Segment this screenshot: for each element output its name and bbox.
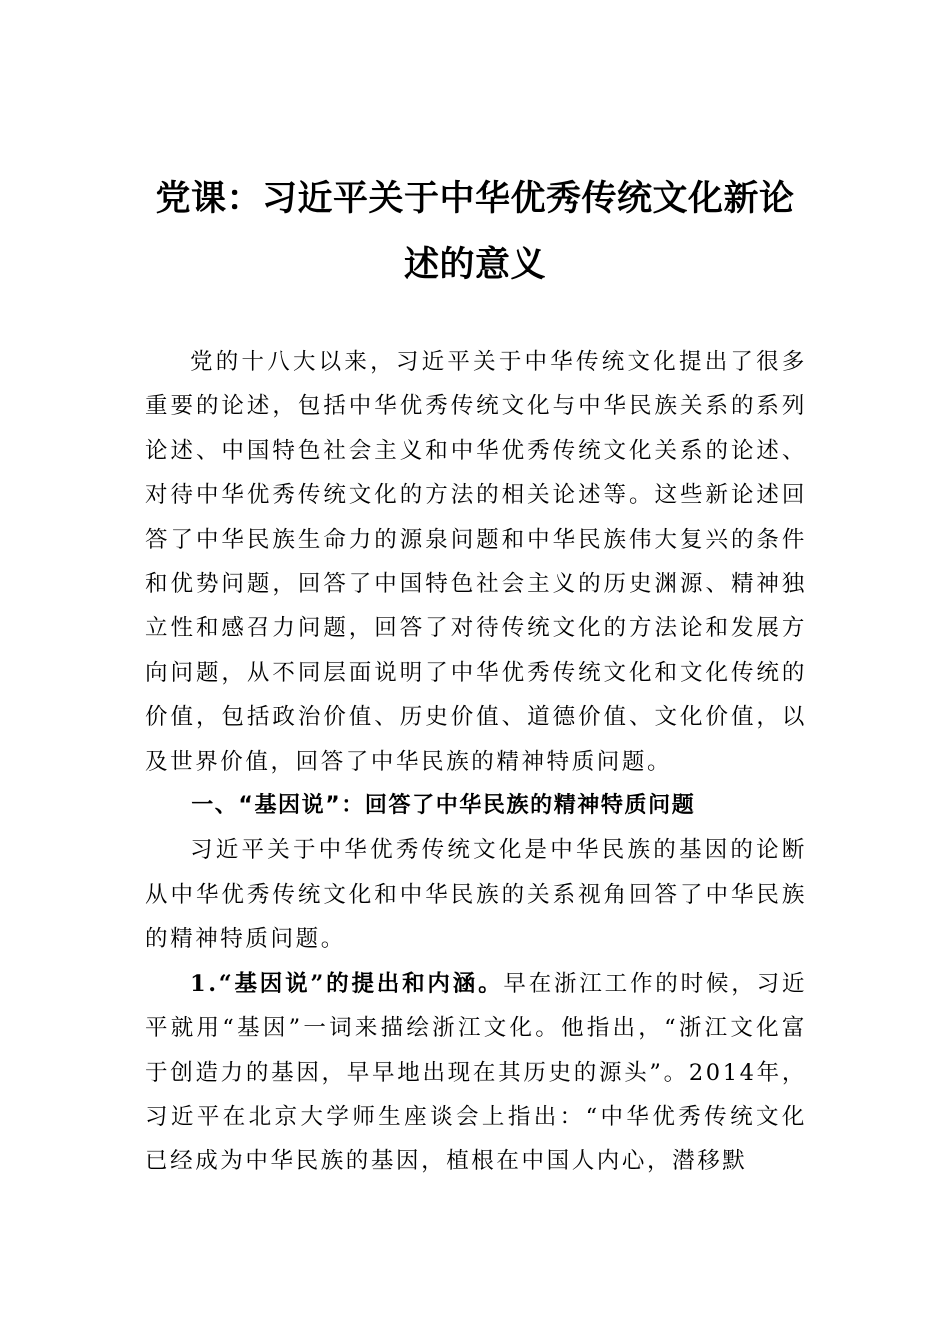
document-title (145, 166, 805, 298)
subsection-lead: 1.“基因说”的提出和内涵。 (190, 970, 504, 997)
document-body (145, 340, 807, 1184)
paragraph-gene-origin (145, 962, 807, 1184)
title-line-2: 述的意义 (403, 244, 546, 285)
title-line-1: 党课：习近平关于中华优秀传统文化新论 (155, 178, 795, 219)
section-heading-1: 一、“基因说”：回答了中华民族的精神特质问题 (191, 793, 696, 819)
paragraph-gene-origin-text: 早在浙江工作的时候，习近平就用“基因”一词来描绘浙江文化。他指出，“浙江文化富于创造力的基因，早早地出现在其历史的源头”。2014年，习近平在北京大学师生座谈会上指出：“中华优秀传统文化已经成为中华民族的基因，植根在中国人内心，潜移默 (145, 970, 807, 1175)
paragraph-gene-thesis: 习近平关于中华优秀传统文化是中华民族的基因的论断从中华优秀传统文化和中华民族的关系视角回答了中华民族的精神特质问题。 (145, 837, 807, 953)
paragraph-intro: 党的十八大以来，习近平关于中华传统文化提出了很多重要的论述，包括中华优秀传统文化与中华民族关系的系列论述、中国特色社会主义和中华优秀传统文化关系的论述、对待中华优秀传统文化的方法的相关论述等。这些新论述回答了中华民族生命力的源泉问题和中华民族伟大复兴的条件和优势问题，回答了中国特色社会主义的历史渊源、精神独立性和感召力问题，回答了对待传统文化的方法论和发展方向问题，从不同层面说明了中华优秀传统文化和文化传统的价值，包括政治价值、历史价值、道德价值、文化价值，以及世界价值，回答了中华民族的精神特质问题。 (145, 349, 807, 775)
